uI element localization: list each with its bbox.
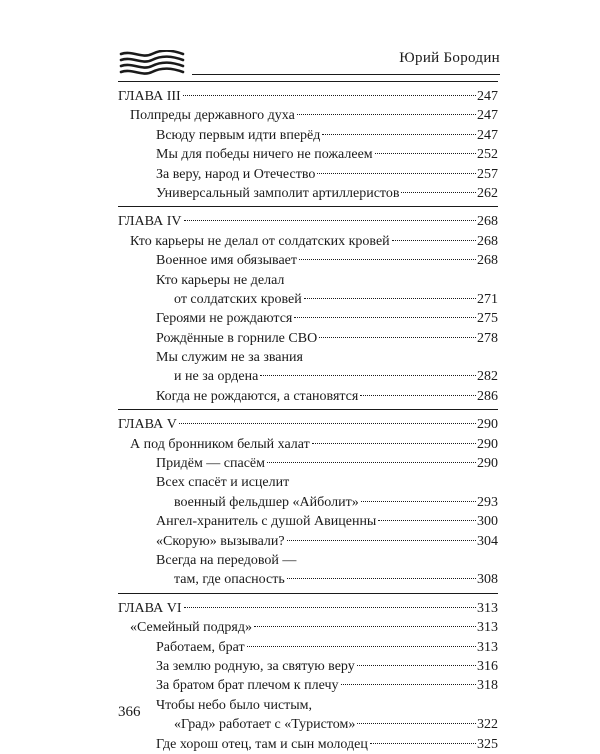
leader-dots	[319, 337, 476, 338]
ribbon-logo	[118, 50, 186, 76]
toc-entry[interactable]	[118, 657, 498, 676]
toc-entry-title: За братом брат плечом к плечу	[156, 678, 339, 694]
toc-entry-title: Мы для победы ничего не пожалеем	[156, 147, 373, 163]
leader-dots	[287, 540, 476, 541]
toc-chapter-block	[118, 599, 498, 754]
leader-dots	[184, 220, 477, 221]
toc-entry[interactable]	[118, 387, 498, 406]
toc-entry[interactable]	[118, 676, 498, 695]
toc-entry-title: А под бронником белый халат	[130, 436, 310, 452]
toc-entry[interactable]	[118, 145, 498, 164]
toc-chapter-entry[interactable]	[118, 415, 498, 434]
leader-dots	[401, 192, 476, 193]
leader-dots	[299, 259, 476, 260]
leader-dots	[267, 462, 476, 463]
toc-page-number: 268	[477, 233, 498, 249]
header-rule	[192, 74, 500, 75]
toc-page-number: 308	[477, 572, 498, 588]
toc-entry[interactable]	[118, 184, 498, 203]
toc-entry-title: ГЛАВА VI	[118, 600, 182, 616]
toc-entry[interactable]	[118, 126, 498, 145]
toc-entry[interactable]	[118, 638, 498, 657]
toc-page-number: 290	[477, 417, 498, 433]
chapter-rule	[118, 206, 498, 207]
leader-dots	[183, 95, 476, 96]
toc-entry-title: Кто карьеры не делал от солдатских кровей	[130, 233, 390, 249]
toc-page-number: 300	[477, 514, 498, 530]
toc-page-number: 313	[477, 620, 498, 636]
toc-entry-title-line: Всегда на передовой —	[156, 552, 297, 568]
toc-page-number: 325	[477, 736, 498, 752]
toc-entry[interactable]	[118, 512, 498, 531]
leader-dots	[361, 501, 476, 502]
toc-entry-title: и не за ордена	[174, 369, 259, 385]
chapter-rule	[118, 81, 498, 82]
leader-dots	[254, 626, 476, 627]
toc-entry-title: Всюду первым идти вперёд	[156, 127, 321, 143]
toc-entry[interactable]	[118, 329, 498, 348]
leader-dots	[357, 665, 476, 666]
leader-dots	[294, 317, 476, 318]
toc-page-number: 257	[477, 166, 498, 182]
toc-entry-title: военный фельдшер «Айболит»	[174, 494, 359, 510]
toc-page-number: 268	[477, 214, 498, 230]
toc-entry-title: Универсальный замполит артиллеристов	[156, 185, 400, 201]
toc-page-number: 290	[477, 456, 498, 472]
leader-dots	[260, 375, 476, 376]
toc-entry-title: Военное имя обязывает	[156, 253, 298, 269]
leader-dots	[360, 395, 476, 396]
toc-entry-title: от солдатских кровей	[174, 291, 302, 307]
toc-entry-title: Придём — спасём	[156, 456, 266, 472]
toc-entry[interactable]	[118, 570, 498, 589]
toc-entry[interactable]	[118, 715, 498, 734]
toc-page-number: 286	[477, 388, 498, 404]
toc-entry[interactable]	[118, 435, 498, 454]
toc-entry-title: Когда не рождаются, а становятся	[156, 388, 359, 404]
toc-entry-title: «Скорую» вызывали?	[156, 533, 285, 549]
toc-page-number: 271	[477, 291, 498, 307]
leader-dots	[287, 578, 476, 579]
toc-entry[interactable]	[118, 454, 498, 473]
chapter-rule	[118, 409, 498, 410]
leader-dots	[370, 743, 476, 744]
toc-entry-title: За землю родную, за святую веру	[156, 658, 355, 674]
leader-dots	[341, 684, 477, 685]
toc-entry[interactable]	[118, 367, 498, 386]
leader-dots	[378, 520, 476, 521]
toc-page-number: 275	[477, 311, 498, 327]
toc-entry[interactable]	[118, 493, 498, 512]
toc-page-number: 262	[477, 185, 498, 201]
toc-entry-title: «Град» работает с «Туристом»	[174, 717, 356, 733]
toc-entry-title: ГЛАВА IV	[118, 214, 182, 230]
toc-page-number: 304	[477, 533, 498, 549]
toc-entry[interactable]	[118, 251, 498, 270]
toc-entry[interactable]	[118, 232, 498, 251]
toc-page-number: 282	[477, 369, 498, 385]
toc-chapter-entry[interactable]	[118, 87, 498, 106]
toc-entry[interactable]	[118, 735, 498, 754]
toc-entry-title: Ангел-хранитель с душой Авиценны	[156, 514, 377, 530]
toc-page-number: 313	[477, 639, 498, 655]
toc-entry-title-line: Чтобы небо было чистым,	[156, 697, 313, 713]
toc-chapter-entry[interactable]	[118, 212, 498, 231]
toc-chapter-block	[118, 87, 498, 203]
toc-chapter-block	[118, 415, 498, 590]
page-number: 366	[118, 704, 141, 720]
toc-entry-title-line: Всех спасёт и исцелит	[156, 475, 290, 491]
toc-entry-title: За веру, народ и Отечество	[156, 166, 316, 182]
toc-page-number: 322	[477, 717, 498, 733]
leader-dots	[392, 240, 476, 241]
toc-page-number: 316	[477, 658, 498, 674]
toc-entry-title: Где хорош отец, там и сын молодец	[156, 736, 368, 752]
chapter-rule	[118, 593, 498, 594]
toc-page-number: 252	[477, 147, 498, 163]
leader-dots	[179, 423, 476, 424]
leader-dots	[317, 173, 476, 174]
toc-page-number: 290	[477, 436, 498, 452]
toc-entry-title: Героями не рождаются	[156, 311, 293, 327]
toc-entry[interactable]	[118, 309, 498, 328]
leader-dots	[357, 723, 476, 724]
toc-page-number: 318	[477, 678, 498, 694]
toc-chapter-block	[118, 212, 498, 406]
running-head: Юрий Бородин	[399, 50, 500, 66]
toc-entry-title: «Семейный подряд»	[130, 620, 252, 636]
toc-page-number: 247	[477, 108, 498, 124]
toc-entry-title: Работаем, брат	[156, 639, 245, 655]
toc-entry-title: ГЛАВА III	[118, 89, 181, 104]
toc-entry-title: Полпреды державного духа	[130, 108, 295, 124]
leader-dots	[297, 114, 476, 115]
toc-page-number: 278	[477, 330, 498, 346]
toc-entry[interactable]	[118, 290, 498, 309]
toc-page-number: 268	[477, 253, 498, 269]
leader-dots	[322, 134, 476, 135]
toc-entry[interactable]	[118, 165, 498, 184]
toc-entry-title-line: Мы служим не за звания	[156, 350, 303, 366]
table-of-contents	[118, 87, 498, 754]
leader-dots	[247, 646, 476, 647]
toc-entry-title: ГЛАВА V	[118, 417, 177, 433]
leader-dots	[184, 607, 477, 608]
leader-dots	[312, 443, 476, 444]
leader-dots	[375, 153, 476, 154]
toc-entry[interactable]	[118, 618, 498, 637]
toc-page-number: 247	[477, 89, 498, 104]
toc-entry[interactable]	[118, 106, 498, 125]
toc-entry[interactable]	[118, 532, 498, 551]
toc-chapter-entry[interactable]	[118, 599, 498, 618]
toc-page-number: 313	[477, 600, 498, 616]
toc-page-number: 247	[477, 127, 498, 143]
toc-entry-title-line: Кто карьеры не делал	[156, 272, 285, 288]
toc-page-number: 293	[477, 494, 498, 510]
toc-entry-title: там, где опасность	[174, 572, 285, 588]
leader-dots	[304, 298, 476, 299]
toc-entry-title: Рождённые в горниле СВО	[156, 330, 318, 346]
